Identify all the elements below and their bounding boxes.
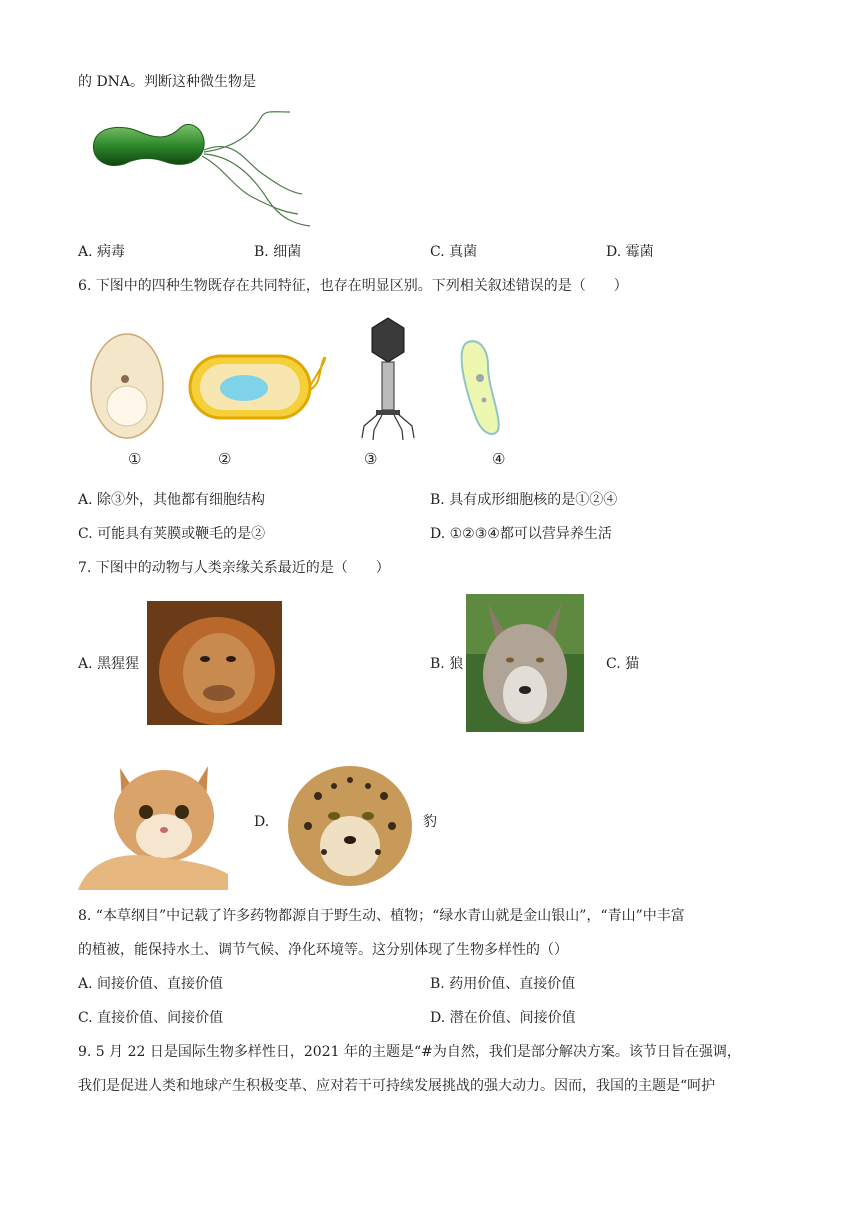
q5-option-b: B. 细菌 xyxy=(254,244,302,260)
q8-stem-line1: 8. “本草纲目”中记载了许多药物都源自于野生动、植物；“绿水青山就是金山银山”，“青山”中丰富 xyxy=(78,908,685,924)
q7-option-d: D. xyxy=(254,814,270,830)
protist-4-image xyxy=(462,341,499,434)
q5-option-a: A. 病毒 xyxy=(78,244,126,260)
q8-option-c: C. 直接价值、间接价值 xyxy=(78,1010,224,1026)
wolf-image xyxy=(466,594,584,732)
q8-option-b: B. 药用价值、直接价值 xyxy=(430,976,576,992)
cat-image xyxy=(78,752,228,890)
q7-option-d-suffix: 豹 xyxy=(423,814,437,830)
q6-option-c: C. 可能具有荚膜或鞭毛的是② xyxy=(78,526,266,542)
q6-stem: 6. 下图中的四种生物既存在共同特征，也存在明显区别。下列相关叙述错误的是（ ） xyxy=(78,278,628,294)
q6-option-b: B. 具有成形细胞核的是①②④ xyxy=(430,492,618,508)
orangutan-image xyxy=(147,601,282,725)
q9-line2: 我们是促进人类和地球产生积极变革、应对若干可持续发展挑战的强大动力。因而，我国的主题是“呵护 xyxy=(78,1078,716,1094)
organism-label-1: ① xyxy=(128,450,142,468)
q9-line1: 9. 5 月 22 日是国际生物多样性日，2021 年的主题是“#为自然，我们是部分解决方案。该节日旨在强调， xyxy=(78,1044,741,1060)
bacterium-image xyxy=(84,108,324,230)
q7-stem: 7. 下图中的动物与人类亲缘关系最近的是（ ） xyxy=(78,560,390,576)
organism-label-4: ④ xyxy=(492,450,506,468)
four-organisms-figure xyxy=(84,312,534,472)
q8-stem-line2: 的植被，能保持水土、调节气候、净化环境等。这分别体现了生物多样性的（） xyxy=(78,942,568,958)
q8-option-d: D. 潜在价值、间接价值 xyxy=(430,1010,576,1026)
q5-option-c: C. 真菌 xyxy=(430,244,478,260)
q5-option-d: D. 霉菌 xyxy=(606,244,654,260)
q7-option-a: A. 黑猩猩 xyxy=(78,656,140,672)
organism-label-3: ③ xyxy=(364,450,378,468)
q6-option-a: A. 除③外，其他都有细胞结构 xyxy=(78,492,266,508)
organism-label-2: ② xyxy=(218,450,232,468)
q7-option-b: B. 狼 xyxy=(430,656,464,672)
phage-3-image xyxy=(362,318,414,440)
q5-stem-tail: 的 DNA。判断这种微生物是 xyxy=(78,74,257,90)
q7-option-c: C. 猫 xyxy=(606,656,640,672)
leopard-image xyxy=(278,756,423,888)
q8-option-a: A. 间接价值、直接价值 xyxy=(78,976,224,992)
cell-1-image xyxy=(91,334,163,438)
bacterium-2-image xyxy=(190,356,325,418)
q6-option-d: D. ①②③④都可以营异养生活 xyxy=(430,526,612,542)
